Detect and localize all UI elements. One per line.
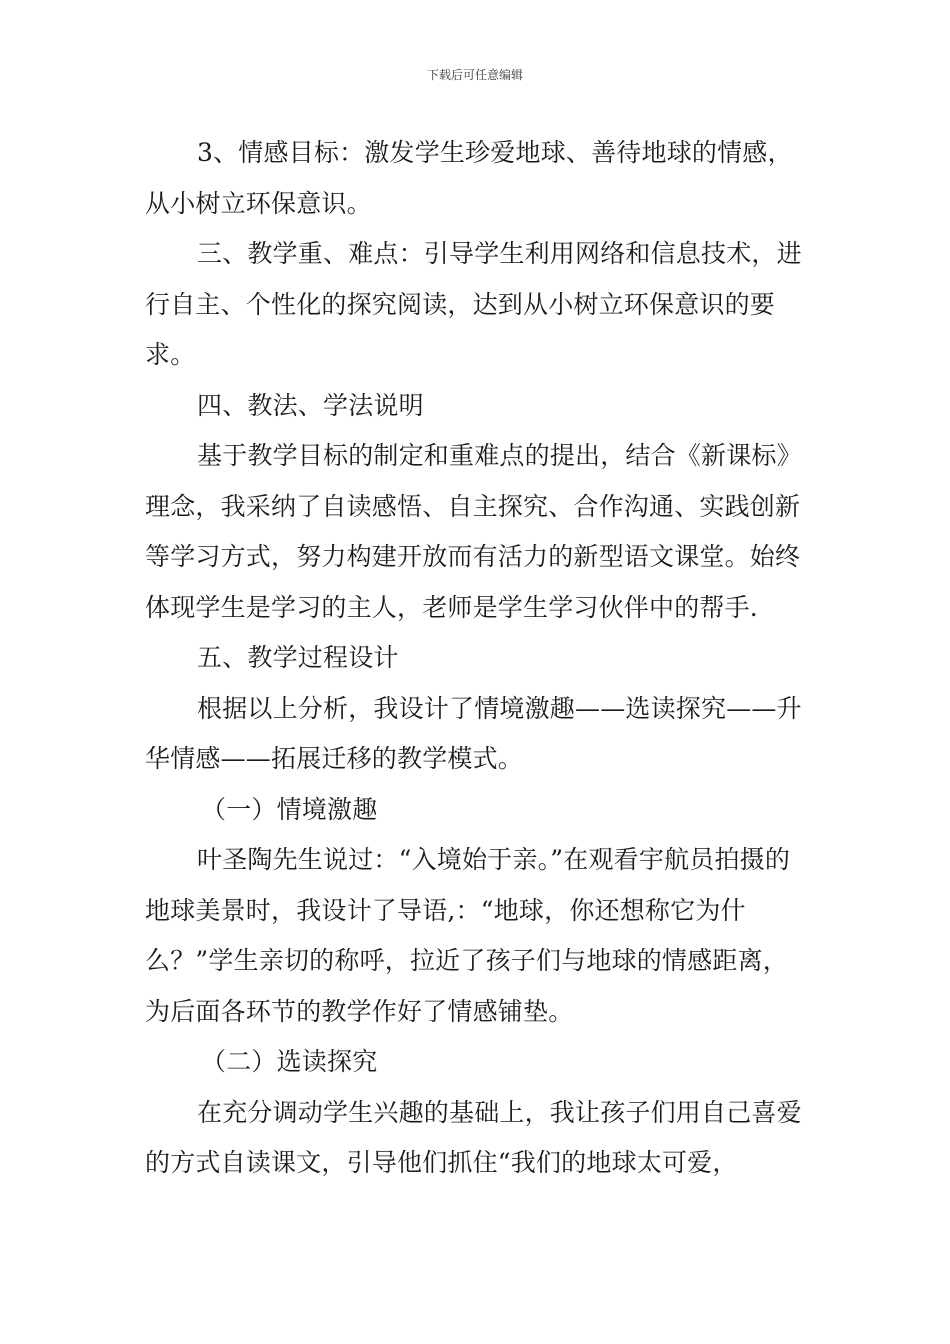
paragraph-process-design: 根据以上分析，我设计了情境激趣——选读探究——升华情感——拓展迁移的教学模式。 <box>145 693 802 773</box>
paragraph-key-difficulties: 三、教学重、难点：引导学生利用网络和信息技术，进行自主、个性化的探究阅读，达到从小树立环保意识的要求。 <box>145 239 802 369</box>
page-header: 下载后可任意编辑 <box>426 68 523 82</box>
paragraph-teaching-method: 基于教学目标的制定和重难点的提出，结合《新课标》理念，我采纳了自读感悟、自主探究、合作沟通、实践创新等学习方式，努力构建开放而有活力的新型语文课堂。始终体现学生是学习的主人，老师是学生学习伙伴中的帮手. <box>145 441 802 622</box>
paragraph-reading-explore: 在充分调动学生兴趣的基础上，我让孩子们用自己喜爱的方式自读课文，引导他们抓住“我们的地球太可爱， <box>145 1097 802 1177</box>
heading-situation: （一）情境激趣 <box>201 794 378 824</box>
paragraph-emotion-goal: 3、情感目标：激发学生珍爱地球、善待地球的情感，从小树立环保意识。 <box>145 138 793 218</box>
heading-process-design: 五、教学过程设计 <box>197 643 399 672</box>
document-body <box>145 128 810 1189</box>
paragraph-situation: 叶圣陶先生说过：“入境始于亲。”在观看宇航员拍摄的地球美景时，我设计了导语,：“地球，你还想称它为什么？”学生亲切的称呼，拉近了孩子们与地球的情感距离，为后面各环节的教学作好了情感铺垫。 <box>145 845 791 1026</box>
heading-teaching-method: 四、教法、学法说明 <box>197 390 424 420</box>
heading-reading-explore: （二）选读探究 <box>201 1047 378 1076</box>
